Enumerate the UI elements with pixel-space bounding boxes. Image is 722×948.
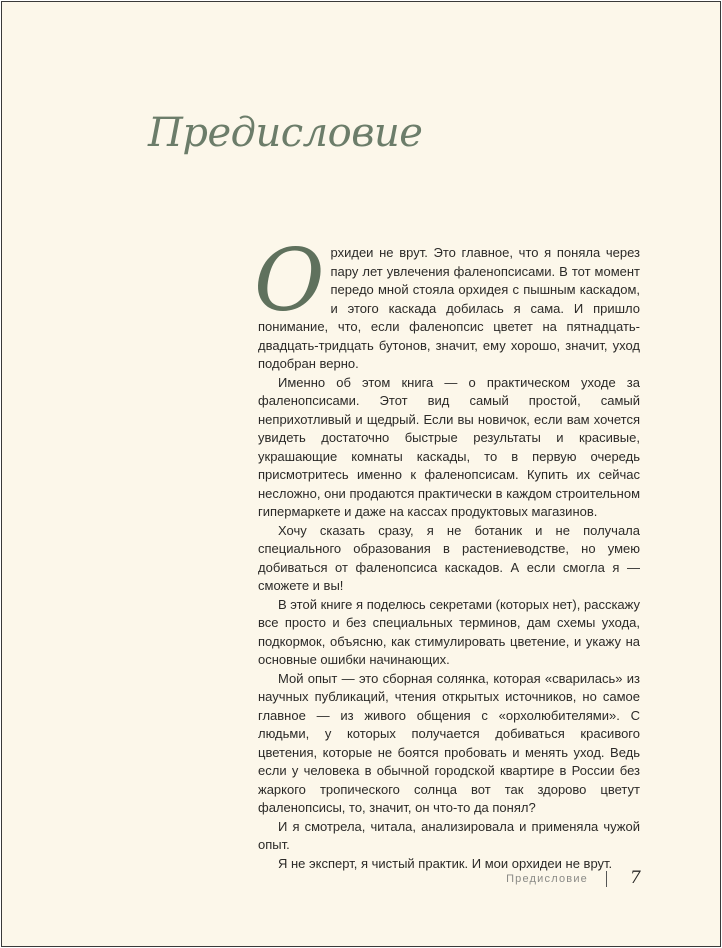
page-number: 7 — [630, 868, 641, 888]
paragraph — [254, 231, 640, 374]
paragraph: Мой опыт — это сборная солянка, которая «сварилась» из научных публикаций, чтения открытых источников, но самое главное — из живого общения с «орхолюбителями». С людьми, у которых получается добиваться красивого цветения, которые не боятся пробовать и менять уход. Ведь если у человека в обычной городской квартире в России без жаркого тропического солнца вот так здорово цветут фаленопсисы, то, значит, он что-то да понял? — [258, 670, 640, 815]
paragraph: В этой книге я поделюсь секретами (которых нет), расскажу все просто и без специальных терминов, дам схемы ухода, подкормок, объясню, как стимулировать цветение, и укажу на основные ошибки начинающих. — [258, 596, 640, 667]
paragraph: Именно об этом книга — о практическом уходе за фаленопсисами. Этот вид самый простой, самый неприхотливый и щедрый. Если вы новичок, если вам хочется увидеть достаточно быстрые результаты и красивые, украшающие комнаты каскады, то в первую очередь присмотритесь именно к фаленопсисам. Купить их сейчас несложно, они продаются практически в каждом строительном гипермаркете и даже на кассах продуктовых магазинов. — [258, 374, 640, 519]
running-head: Предисловие — [506, 873, 588, 885]
drop-cap: О — [254, 231, 325, 331]
page-footer — [2, 869, 720, 893]
body-text — [254, 231, 640, 873]
paragraph-text: рхидеи не врут. Это главное, что я поняла через пару лет увлечения фаленопсисами. В тот момент передо мной стояла орхидея с пышным каскадом, и этого каскада добилась я сама. И пришло понимание, что, если фаленопсис цветет на пятнадцать-двадцать-тридцать бутонов, значит, ему хорошо, значит, уход подобран верно. — [258, 245, 640, 371]
footer-divider — [606, 871, 607, 887]
paragraph: И я смотрела, читала, анализировала и применяла чужой опыт. — [258, 818, 640, 852]
paragraph: Хочу сказать сразу, я не ботаник и не получала специального образования в растениеводстве, но умею добиваться от фаленопсиса каскадов. А если смогла я — сможете и вы! — [258, 522, 640, 593]
paragraph: Я не эксперт, я чистый практик. И мои орхидеи не врут. — [278, 855, 613, 871]
chapter-title: Предисловие — [148, 110, 423, 156]
book-page — [1, 1, 721, 947]
